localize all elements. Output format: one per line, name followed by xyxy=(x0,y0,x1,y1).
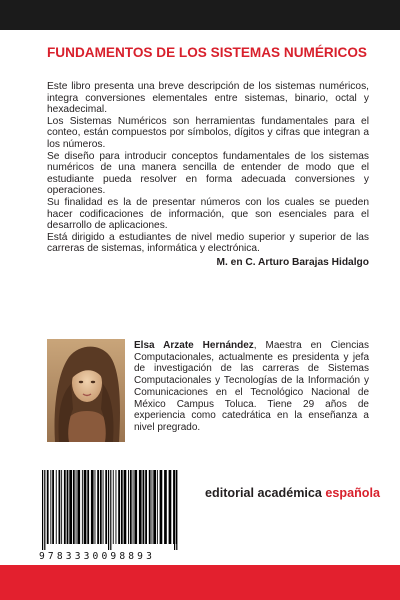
description-paragraph: Su finalidad es la de presentar números con los cuales se pueden hacer codificaciones de información, que son esenciales para el desarrollo de aplicaciones. xyxy=(47,196,369,232)
barcode-bars xyxy=(36,470,186,550)
reviewer-signature: M. en C. Arturo Barajas Hidalgo xyxy=(216,256,369,268)
author-name: Elsa Arzate Hernández xyxy=(134,340,254,351)
author-bio xyxy=(134,340,369,434)
bottom-band xyxy=(0,565,400,600)
publisher-name: editorial académica xyxy=(205,486,326,500)
description-paragraph: Está dirigido a estudiantes de nivel medio superior y superior de las carreras de sistemas, informática y electrónica. xyxy=(47,231,369,255)
book-title: FUNDAMENTOS DE LOS SISTEMAS NUMÉRICOS xyxy=(47,45,367,60)
author-bio-text: , Maestra en Ciencias Computacionales, actualmente es presidenta y jefa de investigación de las carreras de Sistemas Computacionales y Tecnologías de la Información y Comunicaciones en el Tecnológico Nacional de México Campus Toluca. Tiene 29 años de experiencia como catedrática en la enseñanza a nivel pregrado. xyxy=(134,340,369,433)
publisher-name-accent: española xyxy=(325,486,380,500)
back-cover-description xyxy=(47,81,369,269)
description-paragraph: Este libro presenta una breve descripción de los sistemas numéricos, integra conversiones elementales entre sistemas, binario, octal y hexadecimal. xyxy=(47,81,369,116)
publisher-logo xyxy=(205,486,380,500)
isbn-barcode xyxy=(36,470,186,565)
top-band xyxy=(0,0,400,30)
description-paragraph: Los Sistemas Numéricos son herramientas fundamentales para el conteo, están compuestos por símbolos, dígitos y cifras que integran a los números. xyxy=(47,115,369,150)
isbn-digits: 9783330098893 xyxy=(39,551,156,562)
description-paragraph: Se diseño para introducir conceptos fundamentales de los sistemas numéricos de una manera sencilla de entender de modo que el estudiante pueda resolver en forma adecuada conversiones y operaciones. xyxy=(47,150,369,197)
author-photo xyxy=(47,339,125,442)
